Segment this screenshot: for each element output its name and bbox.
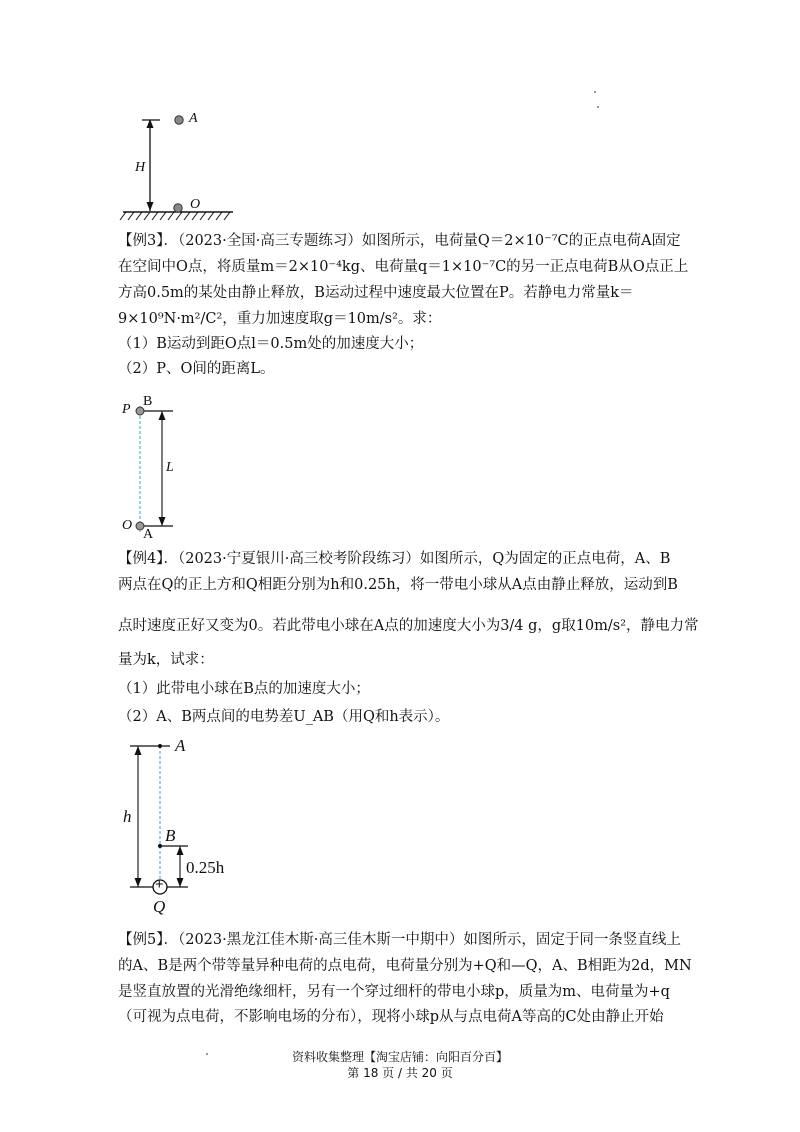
label-a: A bbox=[189, 111, 198, 126]
figure-2-diagram bbox=[118, 392, 208, 544]
example-4-question-1: （1）此带电小球在B点的加速度大小； bbox=[118, 681, 370, 697]
label-a: A bbox=[175, 736, 186, 755]
example-4-line-3: 点时速度正好又变为0。若此带电小球在A点的加速度大小为3/4 g，g取10m/s²，静电力常 bbox=[118, 618, 699, 634]
label-o: O bbox=[122, 518, 133, 533]
label-h: H bbox=[135, 160, 146, 175]
label-b: B bbox=[165, 826, 176, 845]
example-3-question-2: （2）P、O间的距离L。 bbox=[118, 361, 275, 377]
example-5-line-1: 【例5】．（2023·黑龙江佳木斯·高三佳木斯一中期中）如图所示，固定于同一条竖直线上 bbox=[118, 932, 681, 948]
label-a: A bbox=[143, 527, 154, 542]
example-3-line-2: 在空间中O点，将质量m＝2×10⁻⁴kg、电荷量q＝1×10⁻⁷C的另一正点电荷B从O点正上 bbox=[118, 259, 689, 275]
footer-source: 资料收集整理【淘宝店铺：向阳百分百】 bbox=[291, 1050, 508, 1064]
example-5-line-4: （可视为点电荷，不影响电场的分布），现将小球p从与点电荷A等高的C处由静止开始 bbox=[118, 1009, 664, 1025]
label-h: h bbox=[123, 807, 132, 826]
figure-3-diagram bbox=[118, 735, 278, 920]
figure-1-diagram bbox=[118, 108, 248, 228]
example-4-question-2: （2）A、B两点间的电势差U_AB（用Q和h表示）。 bbox=[118, 709, 450, 725]
label-l: L bbox=[166, 460, 174, 475]
plus-charge-icon: + bbox=[155, 877, 164, 893]
example-5-line-2: 的A、B是两个带等量异种电荷的点电荷，电荷量分别为+Q和—Q，A、B相距为2d，MN bbox=[118, 958, 692, 974]
example-4-line-4: 量为k，试求： bbox=[118, 652, 214, 668]
footer-page-number: 第 18 页 / 共 20 页 bbox=[347, 1066, 453, 1080]
label-0.25h: 0.25h bbox=[186, 858, 225, 877]
example-4-line-1: 【例4】．（2023·宁夏银川·高三校考阶段练习）如图所示，Q为固定的正点电荷，A、B bbox=[118, 551, 671, 567]
label-b: B bbox=[143, 394, 153, 409]
figure-3-svg bbox=[118, 735, 278, 920]
example-3-line-4: 9×10⁹N·m²/C²，重力加速度取g＝10m/s²。求： bbox=[118, 311, 442, 327]
stray-dot bbox=[594, 91, 596, 93]
label-p: P bbox=[122, 402, 131, 417]
label-q: Q bbox=[153, 897, 166, 916]
example-4-line-2: 两点在Q的正上方和Q相距分别为h和0.25h，将一带电小球从A点由静止释放，运动到B bbox=[118, 577, 678, 593]
label-o: O bbox=[190, 197, 201, 212]
example-3-line-3: 方高0.5m的某处由静止释放，B运动过程中速度最大位置在P。若静电力常量k＝ bbox=[118, 285, 634, 301]
example-3-line-1: 【例3】．（2023·全国·高三专题练习）如图所示，电荷量Q＝2×10⁻⁷C的正点电荷A固定 bbox=[118, 233, 681, 249]
stray-dot bbox=[597, 106, 599, 108]
example-5-line-3: 是竖直放置的光滑绝缘细杆，另有一个穿过细杆的带电小球p，质量为m、电荷量为+q bbox=[118, 984, 670, 1000]
example-3-question-1: （1）B运动到距O点l＝0.5m处的加速度大小； bbox=[118, 336, 424, 352]
